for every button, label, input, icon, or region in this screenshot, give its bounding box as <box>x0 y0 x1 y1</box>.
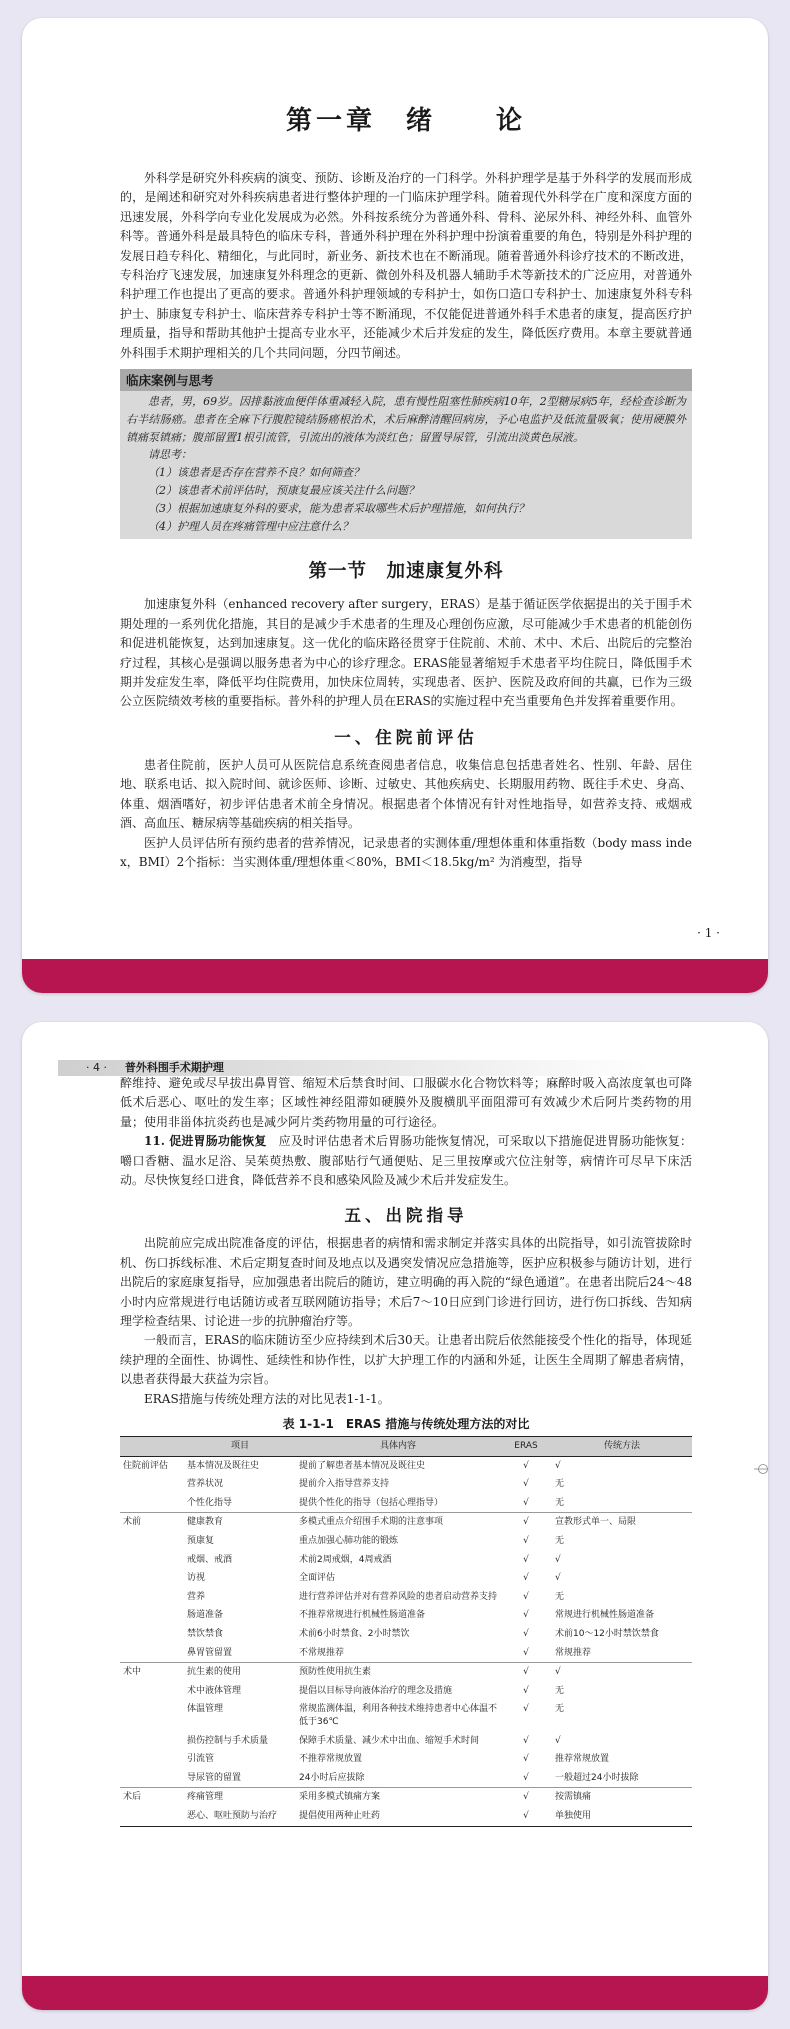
table-header-cell <box>120 1437 184 1457</box>
header-page-number: · 4 · <box>86 1061 107 1074</box>
discharge-paragraph: 出院前应完成出院准备度的评估，根据患者的病情和需求制定并落实具体的出院指导，如引流管拔除时机、伤口拆线标准、术后定期复查时间及地点以及遇突发情况应急措施等，医护应积极参与随访计划，进行出院后的家庭康复指导，应加强患者出院后的随访，建立明确的再入院的“绿色通道”。在患者出院后24～48小时内应常规进行电话随访或者互联网随访指导；术后7～10日应到门诊进行回访，进行伤口拆线、告知病理学检查结果、讨论进一步的抗肿瘤治疗等。 <box>120 1236 692 1329</box>
table-cell-content: 不推荐常规进行机械性肠道准备 <box>299 1610 426 1621</box>
table-cell-content: 24小时后应拔除 <box>299 1772 365 1783</box>
table-cell-traditional: √ <box>555 1735 561 1746</box>
table-cell-eras: √ <box>500 1513 552 1532</box>
table-row <box>120 1456 692 1475</box>
case-prompt: 请思考： <box>148 448 192 462</box>
table-cell-item: 戒烟、戒酒 <box>187 1554 233 1565</box>
table-header-cell: 项目 <box>184 1437 296 1457</box>
table-cell-phase <box>120 1475 184 1494</box>
table-row <box>120 1532 692 1551</box>
comparison-table <box>120 1436 692 1826</box>
table-cell-eras: √ <box>523 1573 529 1584</box>
table-cell-item: 营养 <box>187 1591 206 1602</box>
table-cell-content: 提倡使用两种止吐药 <box>296 1807 500 1826</box>
subsection-title: 五、出院指导 <box>344 1206 468 1226</box>
book-page-1 <box>22 18 768 993</box>
table-cell-content: 术前6小时禁食、2小时禁饮 <box>299 1629 410 1640</box>
table-cell-item: 损伤控制与手术质量 <box>187 1735 269 1746</box>
table-cell-traditional: 无 <box>555 1704 565 1715</box>
table-cell-traditional: 无 <box>555 1591 565 1602</box>
table-cell-phase: 术前 <box>120 1513 184 1532</box>
page-number: · 1 · <box>697 926 720 940</box>
table-cell-item: 体温管理 <box>187 1704 224 1715</box>
table-cell-item: 疼痛管理 <box>184 1788 296 1807</box>
table-cell-content: 提供个性化的指导（包括心理指导） <box>299 1497 444 1508</box>
table-cell-traditional: √ <box>555 1573 561 1584</box>
table-cell-eras: √ <box>500 1807 552 1826</box>
table-cell-item: 基本情况及既往史 <box>184 1456 296 1475</box>
table-cell-item: 营养状况 <box>187 1479 224 1490</box>
table-cell-item: 抗生素的使用 <box>184 1663 296 1682</box>
table-row <box>120 1644 692 1663</box>
table-cell-phase <box>120 1588 184 1607</box>
table-cell-traditional: 无 <box>555 1685 565 1696</box>
book-page-2 <box>22 1022 768 2010</box>
table-cell-item: 预康复 <box>187 1536 215 1547</box>
table-cell-item: 引流管 <box>187 1754 215 1765</box>
table-cell-content: 全面评估 <box>299 1573 336 1584</box>
table-cell-phase <box>120 1625 184 1644</box>
table-cell-phase <box>120 1551 184 1570</box>
table-cell-eras: √ <box>523 1497 529 1508</box>
table-cell-item: 导尿管的留置 <box>187 1772 242 1783</box>
table-cell-phase: 住院前评估 <box>120 1456 184 1475</box>
table-cell-phase <box>120 1769 184 1788</box>
table-cell-eras: √ <box>523 1685 529 1696</box>
table-row <box>120 1606 692 1625</box>
table-cell-eras: √ <box>523 1554 529 1565</box>
table-cell-eras: √ <box>523 1610 529 1621</box>
section-title: 第一节 加速康复外科 <box>308 561 504 583</box>
crop-mark-icon <box>754 1462 768 1476</box>
table-row <box>120 1569 692 1588</box>
table-row <box>120 1807 692 1826</box>
table-cell-content: 重点加强心肺功能的锻炼 <box>299 1536 399 1547</box>
table-cell-phase <box>120 1644 184 1663</box>
table-cell-traditional: 常规推荐 <box>555 1647 592 1658</box>
table-row <box>120 1551 692 1570</box>
table-cell-content: 不常规推荐 <box>299 1647 345 1658</box>
table-cell-traditional: 术前10～12小时禁饮禁食 <box>555 1629 659 1640</box>
table-cell-item: 术中液体管理 <box>187 1685 242 1696</box>
table-row <box>120 1682 692 1701</box>
case-question: （4）护理人员在疼痛管理中应注意什么？ <box>148 519 353 533</box>
table-cell-traditional: √ <box>552 1663 692 1682</box>
table-cell-eras: √ <box>500 1788 552 1807</box>
table-cell-content: 提前介入指导营养支持 <box>299 1479 390 1490</box>
table-cell-phase <box>120 1569 184 1588</box>
table-cell-phase: 术后 <box>120 1788 184 1807</box>
table-cell-content: 不推荐常规放置 <box>299 1754 363 1765</box>
page-1-body <box>120 100 692 872</box>
case-box-body <box>120 391 692 539</box>
table-cell-item: 肠道准备 <box>187 1610 224 1621</box>
table-cell-item: 鼻胃管留置 <box>187 1647 233 1658</box>
table-cell-content: 术前2周戒烟，4周戒酒 <box>299 1554 392 1565</box>
case-question: （3）根据加速康复外科的要求，能为患者采取哪些术后护理措施，如何执行？ <box>148 501 529 515</box>
table-header-cell: 传统方法 <box>552 1437 692 1457</box>
table-header-row <box>120 1437 692 1457</box>
case-question: （2）该患者术前评估时，预康复最应该关注什么问题？ <box>148 484 419 498</box>
table-cell-phase <box>120 1807 184 1826</box>
table-caption: 表 1-1-1 ERAS 措施与传统处理方法的对比 <box>282 1417 530 1432</box>
table-cell-phase <box>120 1700 184 1731</box>
table-cell-content: 提前了解患者基本情况及既往史 <box>296 1456 500 1475</box>
table-row <box>120 1788 692 1807</box>
table-row <box>120 1750 692 1769</box>
page-bottom-band <box>22 1976 768 2010</box>
table-cell-eras: √ <box>523 1704 529 1715</box>
table-cell-item: 恶心、呕吐预防与治疗 <box>184 1807 296 1826</box>
table-row <box>120 1625 692 1644</box>
case-question: （1）该患者是否存在营养不良？如何筛查？ <box>148 466 364 480</box>
continued-paragraph: 醉维持、避免或尽早拔出鼻胃管、缩短术后禁食时间、口服碳水化合物饮料等；麻醉时吸入高浓度氧也可降低术后恶心、呕吐的发生率；区域性神经阻滞如硬膜外及腹横肌平面阻滞可有效减少术后阿片类药物的用量；使用非甾体抗炎药也是减少阿片类药物用量的可行途径。 <box>120 1076 692 1129</box>
table-cell-traditional: 常规进行机械性肠道准备 <box>555 1610 655 1621</box>
table-cell-eras: √ <box>523 1536 529 1547</box>
table-cell-phase <box>120 1606 184 1625</box>
table-cell-content: 预防性使用抗生素 <box>296 1663 500 1682</box>
table-cell-eras: √ <box>523 1479 529 1490</box>
table-row <box>120 1769 692 1788</box>
table-cell-content: 保障手术质量、减少术中出血、缩短手术时间 <box>299 1735 480 1746</box>
header-title: 普外科围手术期护理 <box>124 1061 224 1074</box>
chapter-title: 第一章 绪 论 <box>285 106 526 136</box>
table-cell-content: 常规监测体温，利用各种技术维持患者中心体温不低于36℃ <box>299 1704 498 1727</box>
table-cell-content: 提倡以目标导向液体治疗的理念及措施 <box>299 1685 453 1696</box>
table-cell-traditional: 无 <box>555 1536 565 1547</box>
table-row <box>120 1513 692 1532</box>
table-cell-phase: 术中 <box>120 1663 184 1682</box>
section-paragraph: 加速康复外科（enhanced recovery after surgery，ERAS）是基于循证医学依据提出的关于围手术期处理的一系列优化措施，其目的是减少手术患者的生理及心理创伤应激，尽可能减少手术患者的机能创伤和促进机能恢复，达到加速康复。这一优化的临床路径贯穿于住院前、术前、术中、术后、出院后的完整治疗过程，其核心是强调以服务患者为中心的诊疗理念。ERAS能显著缩短手术患者平均住院日，降低围手术期并发症发生率，降低平均住院费用，加快床位周转，实现患者、医护、医院及政府间的共赢，已作为三级公立医院绩效考核的重要指标。普外科的护理人员在ERAS的实施过程中充当重要角色并发挥着重要作用。 <box>120 597 692 709</box>
table-cell-traditional: 单独使用 <box>552 1807 692 1826</box>
table-cell-eras: √ <box>523 1772 529 1783</box>
item-11-text: 应及时评估患者术后胃肠功能恢复情况，可采取以下措施促进胃肠功能恢复：嚼口香糖、温水足浴、吴茱萸热敷、腹部贴行气通便贴、足三里按摩或穴位注射等，病情许可尽早下床活动。尽快恢复经口进食，降低营养不良和感染风险及减少术后并发症发生。 <box>120 1134 692 1188</box>
table-cell-eras: √ <box>500 1456 552 1475</box>
table-cell-traditional: 按需镇痛 <box>552 1788 692 1807</box>
subsection-paragraph: 患者住院前，医护人员可从医院信息系统查阅患者信息，收集信息包括患者姓名、性别、年龄、居住地、联系电话、拟入院时间、就诊医师、诊断、过敏史、其他疾病史、长期服用药物、既往手术史、身高、体重、烟酒嗜好，初步评估患者术前全身情况。根据患者个体情况有针对性地指导，如营养支持、戒烟戒酒、高血压、糖尿病等基础疾病的相关指导。 <box>120 757 692 831</box>
followup-paragraph: 一般而言，ERAS的临床随访至少应持续到术后30天。让患者出院后依然能接受个性化的指导，体现延续护理的全面性、协调性、延续性和协作性，以扩大护理工作的内涵和外延，让医生全周期了解患者病情，以患者获得最大获益为宗旨。 <box>120 1333 692 1387</box>
table-cell-item: 健康教育 <box>184 1513 296 1532</box>
table-cell-phase <box>120 1732 184 1751</box>
table-cell-traditional: 无 <box>555 1479 565 1490</box>
table-cell-traditional: 推荐常规放置 <box>555 1754 610 1765</box>
table-cell-phase <box>120 1750 184 1769</box>
table-body <box>120 1456 692 1826</box>
table-cell-eras: √ <box>523 1591 529 1602</box>
table-cell-phase <box>120 1494 184 1513</box>
intro-paragraph: 外科学是研究外科疾病的演变、预防、诊断及治疗的一门科学。外科护理学是基于外科学的发展而形成的，是阐述和研究对外科疾病患者进行整体护理的一门临床护理学科。随着现代外科学在广度和深度方面的迅速发展，外科学向专业化发展成为必然。外科按系统分为普通外科、骨科、泌尿外科、神经外科、血管外科等。普通外科是最具特色的临床专科，普通外科护理在外科护理中扮演着重要的角色，特别是外科护理的发展日趋专科化、精细化，与此同时，新业务、新技术也在不断涌现。随着普通外科诊疗技术的不断改进，专科治疗飞速发展，加速康复外科理念的更新、微创外科及机器人辅助手术等新技术的广泛应用，对普通外科护理工作也提出了更高的要求。普通外科护理领域的专科护士，如伤口造口专科护士、加速康复外科专科护士、肺康复专科护士、临床营养专科护士等不断涌现，不仅能促进普通外科手术患者的康复，提高医疗护理质量，指导和帮助其他护士提高专业水平，还能减少术后并发症的发生，降低医疗费用。本章主要就普通外科围手术期护理相关的几个共同问题，分四节阐述。 <box>120 171 692 360</box>
item-11-lead: 11. 促进胃肠功能恢复 <box>144 1134 267 1149</box>
case-box-heading: 临床案例与思考 <box>120 369 692 391</box>
table-cell-traditional: √ <box>552 1456 692 1475</box>
table-row <box>120 1663 692 1682</box>
table-row <box>120 1732 692 1751</box>
table-header-cell: 具体内容 <box>296 1437 500 1457</box>
table-row <box>120 1700 692 1731</box>
table-reference-paragraph: ERAS措施与传统处理方法的对比见表1-1-1。 <box>144 1391 390 1406</box>
table-cell-eras: √ <box>500 1663 552 1682</box>
table-cell-eras: √ <box>523 1735 529 1746</box>
table-cell-traditional: 宣教形式单一、局限 <box>552 1513 692 1532</box>
table-cell-content: 进行营养评估并对有营养风险的患者启动营养支持 <box>299 1591 498 1602</box>
table-cell-phase <box>120 1532 184 1551</box>
table-cell-traditional: √ <box>555 1554 561 1565</box>
table-row <box>120 1588 692 1607</box>
table-cell-item: 禁饮禁食 <box>187 1629 224 1640</box>
table-cell-phase <box>120 1682 184 1701</box>
table-cell-item: 访视 <box>187 1573 206 1584</box>
table-cell-traditional: 无 <box>555 1497 565 1508</box>
page-bottom-band <box>22 959 768 993</box>
subsection-title: 一、住院前评估 <box>334 727 478 747</box>
subsection-paragraph: 医护人员评估所有预约患者的营养情况，记录患者的实测体重/理想体重和体重指数（body mass index，BMI）2个指标：当实测体重/理想体重＜80%，BMI＜18.5kg/m² 为消瘦型，指导 <box>120 835 692 869</box>
table-cell-eras: √ <box>523 1629 529 1640</box>
table-cell-traditional: 一般超过24小时拔除 <box>555 1772 639 1783</box>
table-cell-content: 采用多模式镇痛方案 <box>296 1788 500 1807</box>
table-row <box>120 1475 692 1494</box>
case-description: 患者，男，69岁。因排黏液血便伴体重减轻入院，患有慢性阻塞性肺疾病10年，2型糖尿病5年，经检查诊断为右半结肠癌。患者在全麻下行腹腔镜结肠癌根治术，术后麻醉清醒回病房，予心电监护及低流量吸氧；使用硬膜外镇痛泵镇痛；腹部留置1根引流管，引流出的液体为淡红色；留置导尿管，引流出淡黄色尿液。 <box>126 395 686 444</box>
table-cell-eras: √ <box>523 1647 529 1658</box>
clinical-case-box <box>120 369 692 539</box>
table-cell-content: 多模式重点介绍围手术期的注意事项 <box>296 1513 500 1532</box>
item-11-paragraph <box>120 1132 692 1190</box>
table-row <box>120 1494 692 1513</box>
page-2-body <box>120 1074 692 1827</box>
table-cell-item: 个性化指导 <box>187 1497 233 1508</box>
table-cell-eras: √ <box>523 1754 529 1765</box>
table-header-cell: ERAS <box>500 1437 552 1457</box>
